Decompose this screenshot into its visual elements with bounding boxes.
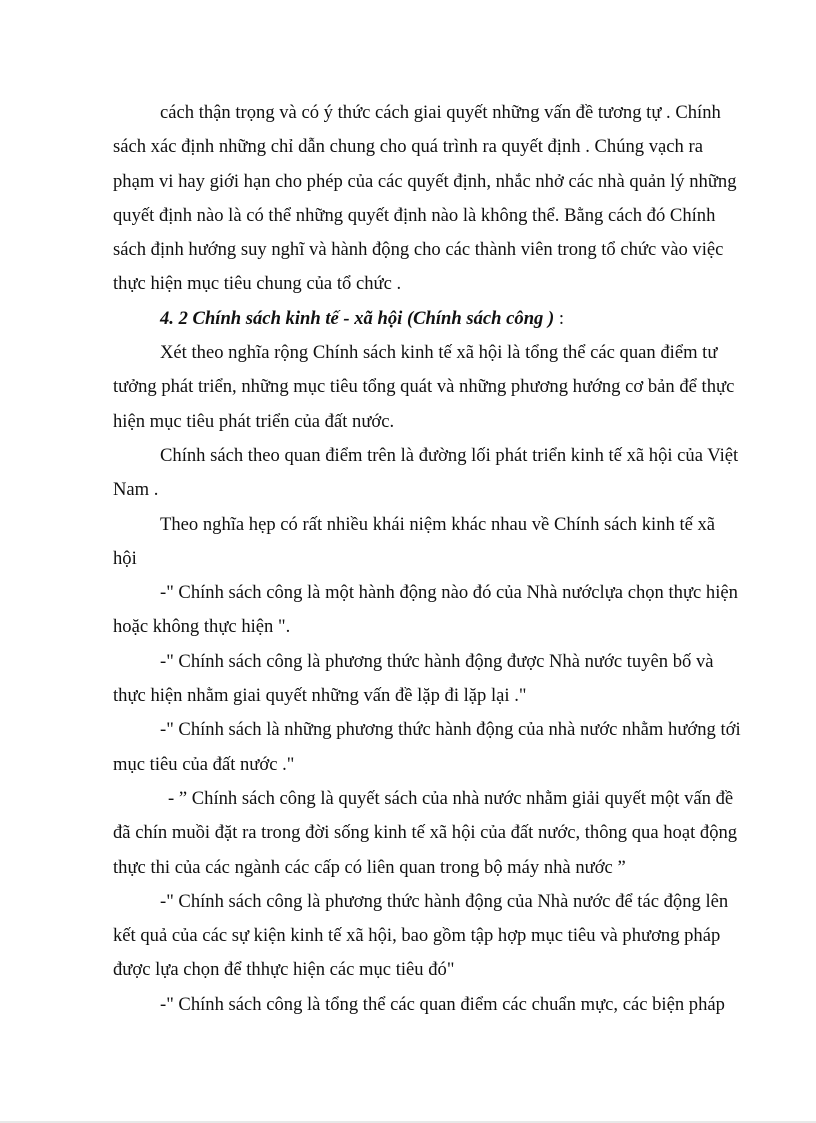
definition-quote-4: - ” Chính sách công là quyết sách của nhà nước nhằm giải quyết một vấn đề đã chín muồi đặt ra trong đời sống kinh tế xã hội của đất nước, thông qua hoạt động thực thi của các ngành các cấp có liên quan trong bộ máy nhà nước ” [113, 787, 738, 878]
definition-quote-6: -" Chính sách công là tổng thể các quan điểm các chuẩn mực, các biện pháp [160, 993, 725, 1015]
paragraph-vietnam-policy: Chính sách theo quan điểm trên là đường lối phát triển kinh tế xã hội của Việt Nam . [113, 444, 739, 501]
definition-quote-1: -" Chính sách công là một hành động nào đó của Nhà nướclựa chọn thực hiện hoặc không thực hiện ". [113, 582, 738, 638]
section-heading-4-2 [113, 302, 743, 336]
paragraph-narrow-definition: Theo nghĩa hẹp có rất nhiều khái niệm khác nhau về Chính sách kinh tế xã hội [113, 513, 716, 569]
paragraph-policy-role: cách thận trọng và có ý thức cách giai quyết những vấn đề tương tự . Chính sách xác định những chỉ dẫn chung cho quá trình ra quyết định . Chúng vạch ra phạm vi hay giới hạn cho phép của các quyết định, nhắc nhở các nhà quản lý những quyết định nào là có thể những quyết định nào là không thể. Bằng cách đó Chính sách định hướng suy nghĩ và hành động cho các thành viên trong tổ chức vào việc thực hiện mục tiêu chung của tổ chức . [113, 102, 737, 295]
definition-quote-3: -" Chính sách là những phương thức hành động của nhà nước nhằm hướng tới mục tiêu của đất nước ." [113, 719, 741, 775]
section-heading-title: 4. 2 Chính sách kinh tế - xã hội (Chính sách công ) [160, 307, 555, 329]
definition-quote-5: -" Chính sách công là phương thức hành động của Nhà nước để tác động lên kết quả của các sự kiện kinh tế xã hội, bao gồm tập hợp mục tiêu và phương pháp được lựa chọn để thhực hiện các mục tiêu đó" [113, 890, 729, 981]
paragraph-broad-definition: Xét theo nghĩa rộng Chính sách kinh tế xã hội là tổng thể các quan điểm tư tưởng phát triển, những mục tiêu tổng quát và những phương hướng cơ bản để thực hiện mục tiêu phát triển của đất nước. [113, 342, 735, 432]
body-text [113, 96, 743, 1022]
definition-quote-2: -" Chính sách công là phương thức hành động được Nhà nước tuyên bố và thực hiện nhằm giai quyết những vấn đề lặp đi lặp lại ." [113, 650, 714, 707]
section-heading-colon: : [554, 307, 565, 329]
